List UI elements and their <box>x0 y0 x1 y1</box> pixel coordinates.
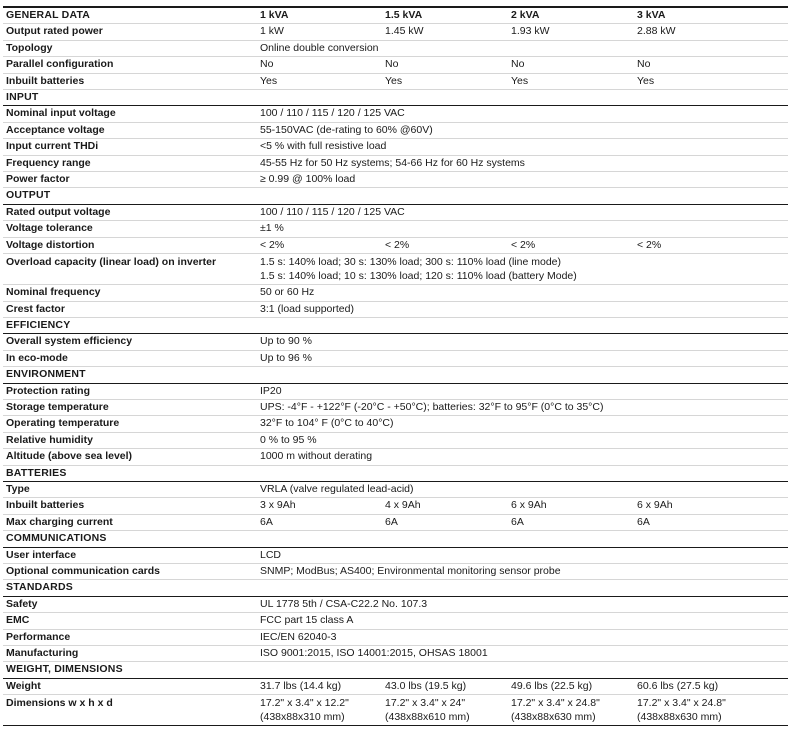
spec-row <box>3 122 788 138</box>
spec-value: 60.6 lbs (27.5 kg) <box>634 678 788 694</box>
spec-value-line: (438x88x630 mm) <box>511 711 596 724</box>
spec-value: 100 / 110 / 115 / 120 / 125 VAC <box>257 204 788 220</box>
spec-value: 32°F to 104° F (0°C to 40°C) <box>257 416 788 432</box>
spec-value-line: (438x88x630 mm) <box>637 711 722 724</box>
spec-value: < 2% <box>634 237 788 253</box>
spec-label: Inbuilt batteries <box>3 73 257 89</box>
spec-row <box>3 695 788 726</box>
spec-value: < 2% <box>382 237 508 253</box>
spec-label: Overall system efficiency <box>3 334 257 350</box>
spec-value: SNMP; ModBus; AS400; Environmental monitoring sensor probe <box>257 564 788 580</box>
spec-value: VRLA (valve regulated lead-acid) <box>257 481 788 497</box>
spec-row <box>3 498 788 514</box>
spec-label: Performance <box>3 629 257 645</box>
spec-value: FCC part 15 class A <box>257 613 788 629</box>
spec-value: Up to 90 % <box>257 334 788 350</box>
section-title: GENERAL DATA <box>3 8 257 24</box>
spec-row <box>3 334 788 350</box>
spec-value: 100 / 110 / 115 / 120 / 125 VAC <box>257 106 788 122</box>
section-general-data <box>3 8 788 24</box>
spec-value-line: 17.2" x 3.4" x 24.8" <box>637 697 726 710</box>
spec-value-line: 1.5 s: 140% load; 30 s: 130% load; 300 s: 110% load (line mode) <box>260 256 561 269</box>
spec-row <box>3 350 788 366</box>
spec-value-line: 17.2" x 3.4" x 24" <box>385 697 466 710</box>
spec-row <box>3 40 788 56</box>
spec-value: 1 kW <box>257 24 382 40</box>
spec-label: Inbuilt batteries <box>3 498 257 514</box>
section-title: COMMUNICATIONS <box>3 531 788 547</box>
spec-row <box>3 383 788 399</box>
spec-label: Dimensions w x h x d <box>3 695 257 726</box>
spec-value: 6A <box>382 514 508 530</box>
spec-value: No <box>382 57 508 73</box>
section-title: INPUT <box>3 90 788 106</box>
spec-row <box>3 416 788 432</box>
spec-label: Type <box>3 481 257 497</box>
spec-label: Acceptance voltage <box>3 122 257 138</box>
section-standards <box>3 580 788 596</box>
spec-label: Voltage distortion <box>3 237 257 253</box>
spec-value: 1000 m without derating <box>257 449 788 465</box>
spec-value: No <box>634 57 788 73</box>
spec-row <box>3 106 788 122</box>
spec-value: 6A <box>257 514 382 530</box>
spec-label: Input current THDi <box>3 139 257 155</box>
spec-value: 1.93 kW <box>508 24 634 40</box>
spec-value <box>508 695 634 726</box>
spec-row <box>3 646 788 662</box>
spec-value: 1.45 kW <box>382 24 508 40</box>
spec-value-line: 17.2" x 3.4" x 24.8" <box>511 697 600 710</box>
spec-value: 49.6 lbs (22.5 kg) <box>508 678 634 694</box>
spec-value <box>257 695 382 726</box>
spec-label: Safety <box>3 596 257 612</box>
spec-value: 6A <box>508 514 634 530</box>
spec-row <box>3 24 788 40</box>
spec-value: ≥ 0.99 @ 100% load <box>257 172 788 188</box>
spec-value-line: (438x88x610 mm) <box>385 711 470 724</box>
spec-value <box>634 695 788 726</box>
spec-table <box>3 8 788 726</box>
section-title: BATTERIES <box>3 465 788 481</box>
spec-row <box>3 678 788 694</box>
spec-value: Yes <box>257 73 382 89</box>
spec-row <box>3 285 788 301</box>
spec-value: 3 x 9Ah <box>257 498 382 514</box>
col-header: 2 kVA <box>508 8 634 24</box>
spec-row <box>3 399 788 415</box>
section-weight-dimensions <box>3 662 788 678</box>
section-input <box>3 90 788 106</box>
spec-row <box>3 596 788 612</box>
spec-label: Crest factor <box>3 301 257 317</box>
spec-label: Parallel configuration <box>3 57 257 73</box>
spec-row <box>3 172 788 188</box>
spec-row <box>3 629 788 645</box>
spec-row <box>3 432 788 448</box>
section-communications <box>3 531 788 547</box>
spec-value <box>382 695 508 726</box>
spec-value: IEC/EN 62040-3 <box>257 629 788 645</box>
spec-row <box>3 449 788 465</box>
spec-value: < 2% <box>508 237 634 253</box>
col-header: 3 kVA <box>634 8 788 24</box>
spec-value: 43.0 lbs (19.5 kg) <box>382 678 508 694</box>
spec-value: 2.88 kW <box>634 24 788 40</box>
spec-label: Relative humidity <box>3 432 257 448</box>
spec-value-line: 1.5 s: 140% load; 10 s: 130% load; 120 s: 110% load (battery Mode) <box>260 270 577 283</box>
spec-label: Nominal frequency <box>3 285 257 301</box>
spec-value: No <box>257 57 382 73</box>
spec-value: UPS: -4°F - +122°F (-20°C - +50°C); batteries: 32°F to 95°F (0°C to 35°C) <box>257 399 788 415</box>
spec-value: Yes <box>382 73 508 89</box>
spec-value: 31.7 lbs (14.4 kg) <box>257 678 382 694</box>
spec-label: Frequency range <box>3 155 257 171</box>
spec-value: Up to 96 % <box>257 350 788 366</box>
spec-row <box>3 237 788 253</box>
spec-label: Altitude (above sea level) <box>3 449 257 465</box>
spec-label: Topology <box>3 40 257 56</box>
spec-value: Yes <box>508 73 634 89</box>
spec-row <box>3 547 788 563</box>
spec-label: Protection rating <box>3 383 257 399</box>
spec-row <box>3 57 788 73</box>
spec-row <box>3 254 788 285</box>
spec-value: Online double conversion <box>257 40 788 56</box>
section-title: ENVIRONMENT <box>3 367 788 383</box>
section-batteries <box>3 465 788 481</box>
spec-value: 6A <box>634 514 788 530</box>
spec-label: In eco-mode <box>3 350 257 366</box>
spec-label: Voltage tolerance <box>3 221 257 237</box>
spec-label: Rated output voltage <box>3 204 257 220</box>
spec-value: <5 % with full resistive load <box>257 139 788 155</box>
spec-row <box>3 481 788 497</box>
spec-value: 55-150VAC (de-rating to 60% @60V) <box>257 122 788 138</box>
spec-value: 6 x 9Ah <box>508 498 634 514</box>
section-title: OUTPUT <box>3 188 788 204</box>
spec-row <box>3 139 788 155</box>
spec-label: User interface <box>3 547 257 563</box>
section-title: WEIGHT, DIMENSIONS <box>3 662 788 678</box>
section-output <box>3 188 788 204</box>
spec-label: Weight <box>3 678 257 694</box>
spec-row <box>3 514 788 530</box>
col-header: 1.5 kVA <box>382 8 508 24</box>
spec-row <box>3 301 788 317</box>
section-title: STANDARDS <box>3 580 788 596</box>
spec-label: Overload capacity (linear load) on inverter <box>3 254 257 285</box>
spec-value: No <box>508 57 634 73</box>
spec-label: Output rated power <box>3 24 257 40</box>
spec-value: ISO 9001:2015, ISO 14001:2015, OHSAS 18001 <box>257 646 788 662</box>
spec-label: EMC <box>3 613 257 629</box>
spec-value: Yes <box>634 73 788 89</box>
spec-row <box>3 204 788 220</box>
spec-value: 0 % to 95 % <box>257 432 788 448</box>
spec-label: Manufacturing <box>3 646 257 662</box>
spec-label: Max charging current <box>3 514 257 530</box>
spec-label: Power factor <box>3 172 257 188</box>
spec-label: Storage temperature <box>3 399 257 415</box>
section-title: EFFICIENCY <box>3 317 788 333</box>
spec-value: 4 x 9Ah <box>382 498 508 514</box>
spec-sheet <box>3 6 788 726</box>
section-environment <box>3 367 788 383</box>
spec-value: IP20 <box>257 383 788 399</box>
spec-label: Operating temperature <box>3 416 257 432</box>
spec-value-line: 17.2" x 3.4" x 12.2" <box>260 697 349 710</box>
spec-value: 6 x 9Ah <box>634 498 788 514</box>
spec-value: ±1 % <box>257 221 788 237</box>
spec-value: LCD <box>257 547 788 563</box>
spec-row <box>3 613 788 629</box>
spec-value: UL 1778 5th / CSA-C22.2 No. 107.3 <box>257 596 788 612</box>
spec-value: 50 or 60 Hz <box>257 285 788 301</box>
spec-row <box>3 155 788 171</box>
col-header: 1 kVA <box>257 8 382 24</box>
section-efficiency <box>3 317 788 333</box>
spec-value-line: (438x88x310 mm) <box>260 711 345 724</box>
spec-row <box>3 221 788 237</box>
spec-value <box>257 254 788 285</box>
spec-value: 3:1 (load supported) <box>257 301 788 317</box>
spec-label: Optional communication cards <box>3 564 257 580</box>
spec-label: Nominal input voltage <box>3 106 257 122</box>
spec-row <box>3 564 788 580</box>
spec-row <box>3 73 788 89</box>
spec-value: < 2% <box>257 237 382 253</box>
spec-value: 45-55 Hz for 50 Hz systems; 54-66 Hz for 60 Hz systems <box>257 155 788 171</box>
